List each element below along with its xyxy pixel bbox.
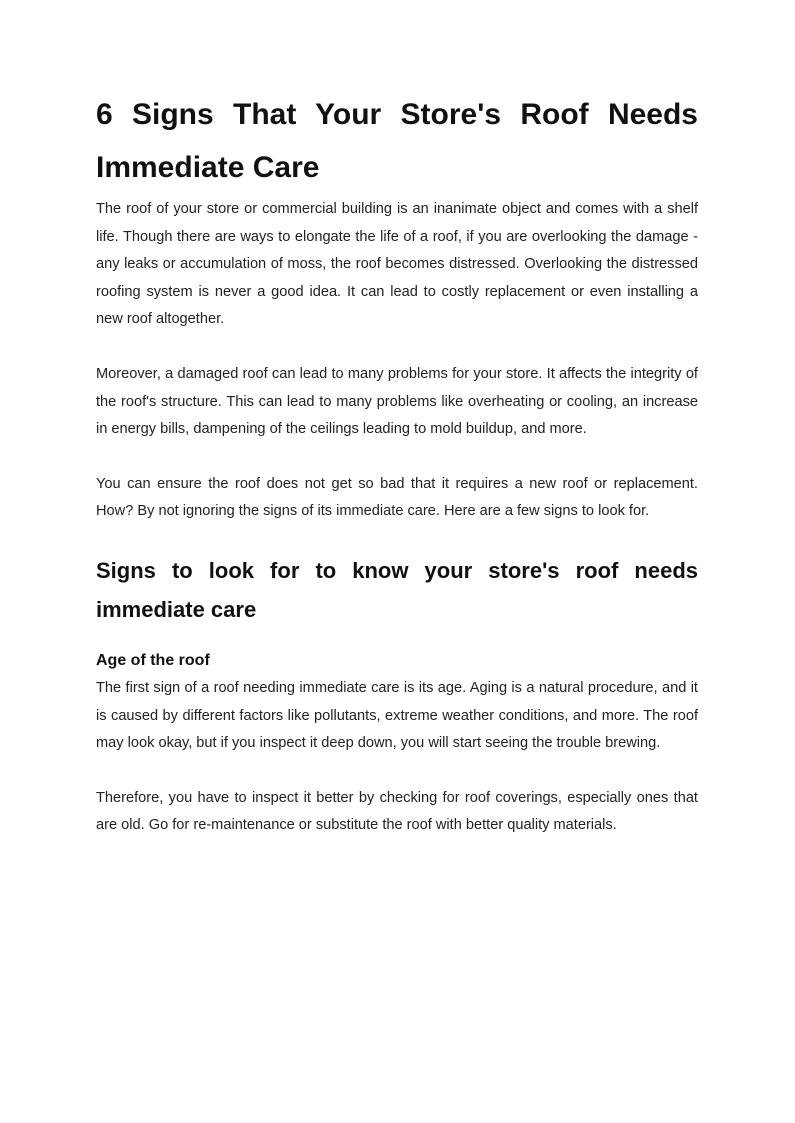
intro-paragraph-3: You can ensure the roof does not get so bad that it requires a new roof or replacement. How? By not ignoring the signs of its immediate care. Here are a few signs to look for. (96, 475, 698, 520)
subsection-paragraph-1: The first sign of a roof needing immediate care is its age. Aging is a natural procedure, and it is caused by different factors like pollutants, extreme weather conditions, and more. The roof may look okay, but if you inspect it deep down, you will start seeing the trouble brewing. (96, 679, 698, 752)
document-page (96, 88, 698, 840)
intro-paragraph-1: The roof of your store or commercial building is an inanimate object and comes with a shelf life. Though there are ways to elongate the life of a roof, if you are overlooking the damage - any leaks or accumulation of moss, the roof becomes distressed. Overlooking the distressed roofing system is never a good idea. It can lead to costly replacement or even installing a new roof altogether. (96, 201, 698, 328)
subsection-heading: Age of the roof (96, 651, 210, 669)
intro-paragraph-2: Moreover, a damaged roof can lead to many problems for your store. It affects the integrity of the roof's structure. This can lead to many problems like overheating or cooling, an increase in energy bills, dampening of the ceilings leading to mold buildup, and more. (96, 365, 698, 438)
section-heading: Signs to look for to know your store's roof needs immediate care (96, 557, 698, 622)
article-title: 6 Signs That Your Store's Roof Needs Immediate Care (96, 98, 698, 184)
subsection-paragraph-2: Therefore, you have to inspect it better by checking for roof coverings, especially ones that are old. Go for re-maintenance or substitute the roof with better quality materials. (96, 789, 698, 834)
